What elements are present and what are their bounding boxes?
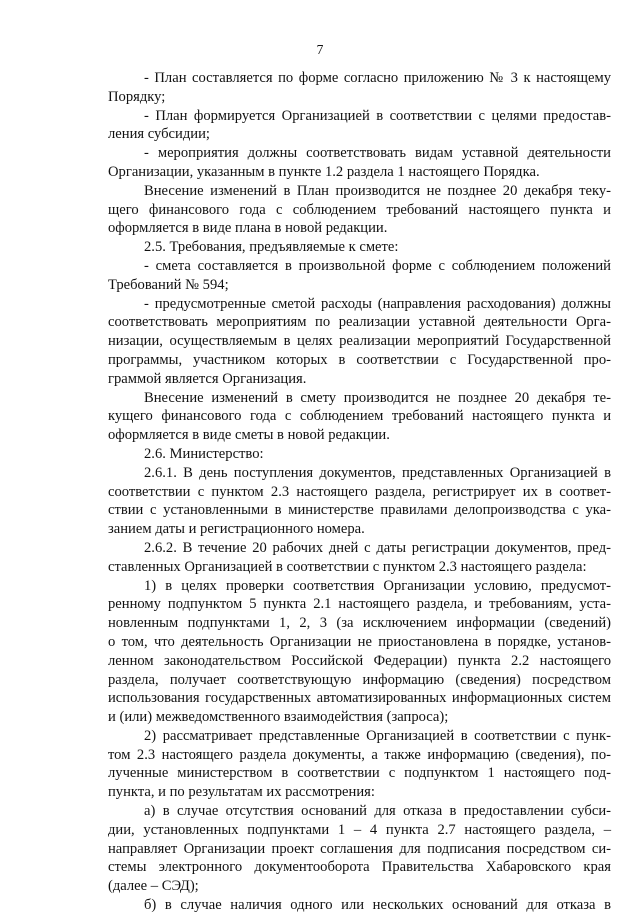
text-line: дии, установленных подпунктами 1 – 4 пункта 2.7 настоящего раздела, –	[108, 821, 611, 838]
text-line: использования государственных автоматизированных информационных систем	[108, 690, 611, 707]
text-line: низации, осуществляемым в целях реализации мероприятий Государственной	[108, 333, 611, 350]
text-line: занием даты и регистрационного номера.	[108, 521, 365, 538]
text-line: - предусмотренные сметой расходы (направления расходования) должны	[144, 295, 611, 312]
text-line: а) в случае отсутствия оснований для отказа в предоставлении субси-	[144, 803, 611, 820]
text-line: лученные министерством в соответствии с подпунктом 1 настоящего под-	[108, 765, 611, 782]
text-line: ствии с установленными в министерстве правилами делопроизводства с ука-	[108, 502, 611, 519]
text-line: о том, что деятельность Организации не приостановлена в порядке, установ-	[108, 633, 611, 650]
text-line: 1) в целях проверки соответствия Организации условию, предусмот-	[144, 577, 611, 594]
text-line: (далее – СЭД);	[108, 878, 199, 895]
text-line: 2.6.1. В день поступления документов, представленных Организацией в	[144, 464, 611, 481]
text-line: направляет Организации проект соглашения для подписания посредством си-	[108, 840, 611, 857]
text-line: 2.6. Министерство:	[144, 445, 264, 462]
text-line: программы, участником которых в соответствии с Государственной про-	[108, 351, 611, 368]
text-line: раздела, получает соответствующую информацию (сведения) посредством	[108, 671, 611, 688]
text-line: ления субсидии;	[108, 126, 210, 143]
text-line: Требований № 594;	[108, 276, 229, 293]
text-line: пункта, и по результатам их рассмотрения:	[108, 784, 375, 801]
text-line: 2.6.2. В течение 20 рабочих дней с даты регистрации документов, пред-	[144, 539, 611, 556]
text-line: щего финансового года с соблюдением требований настоящего пункта и	[108, 201, 611, 218]
text-line: Порядку;	[108, 88, 166, 105]
text-line: б) в случае наличия одного или нескольких оснований для отказа в	[144, 897, 611, 914]
document-body	[108, 69, 611, 915]
text-line: оформляется в виде сметы в новой редакции.	[108, 427, 390, 444]
text-line: Организации, указанным в пункте 1.2 раздела 1 настоящего Порядка.	[108, 163, 540, 180]
text-line: том 2.3 настоящего раздела документы, а также информацию (сведения), по-	[108, 746, 611, 763]
text-line: ренному подпунктом 5 пункта 2.1 настоящего раздела, и требованиям, уста-	[108, 596, 611, 613]
text-line: ленном законодательством Российской Федерации) пункта 2.2 настоящего	[108, 652, 611, 669]
text-line: ставленных Организацией в соответствии с пунктом 2.3 настоящего раздела:	[108, 558, 587, 575]
text-line: 2.5. Требования, предъявляемые к смете:	[144, 239, 399, 256]
text-line: оформляется в виде плана в новой редакции.	[108, 220, 388, 237]
text-line: - План составляется по форме согласно приложению № 3 к настоящему	[144, 70, 611, 86]
text-line: - План формируется Организацией в соответствии с целями предостав-	[144, 107, 611, 124]
text-line: и (или) межведомственного взаимодействия (запроса);	[108, 709, 449, 726]
text-line: кущего финансового года с соблюдением требований настоящего пункта и	[108, 408, 611, 425]
text-line: - мероприятия должны соответствовать видам уставной деятельности	[144, 145, 611, 162]
text-line: Внесение изменений в смету производится не позднее 20 декабря те-	[144, 389, 611, 406]
text-line: граммой является Организация.	[108, 370, 307, 387]
text-line: - смета составляется в произвольной форме с соблюдением положений	[144, 257, 611, 274]
text-line: соответствовать мероприятиям по реализации уставной деятельности Орга-	[108, 314, 611, 331]
text-line: Внесение изменений в План производится не позднее 20 декабря теку-	[144, 182, 611, 199]
text-line: новленным подпунктами 1, 2, 3 (за исключением информации (сведений)	[108, 615, 611, 632]
text-line: стемы электронного документооборота Правительства Хабаровского края	[108, 859, 611, 876]
page-number: 7	[316, 42, 324, 57]
text-line: соответствии с пунктом 2.3 настоящего раздела, регистрирует их в соответ-	[108, 483, 611, 500]
text-line: 2) рассматривает представленные Организацией в соответствии с пунк-	[144, 727, 611, 744]
